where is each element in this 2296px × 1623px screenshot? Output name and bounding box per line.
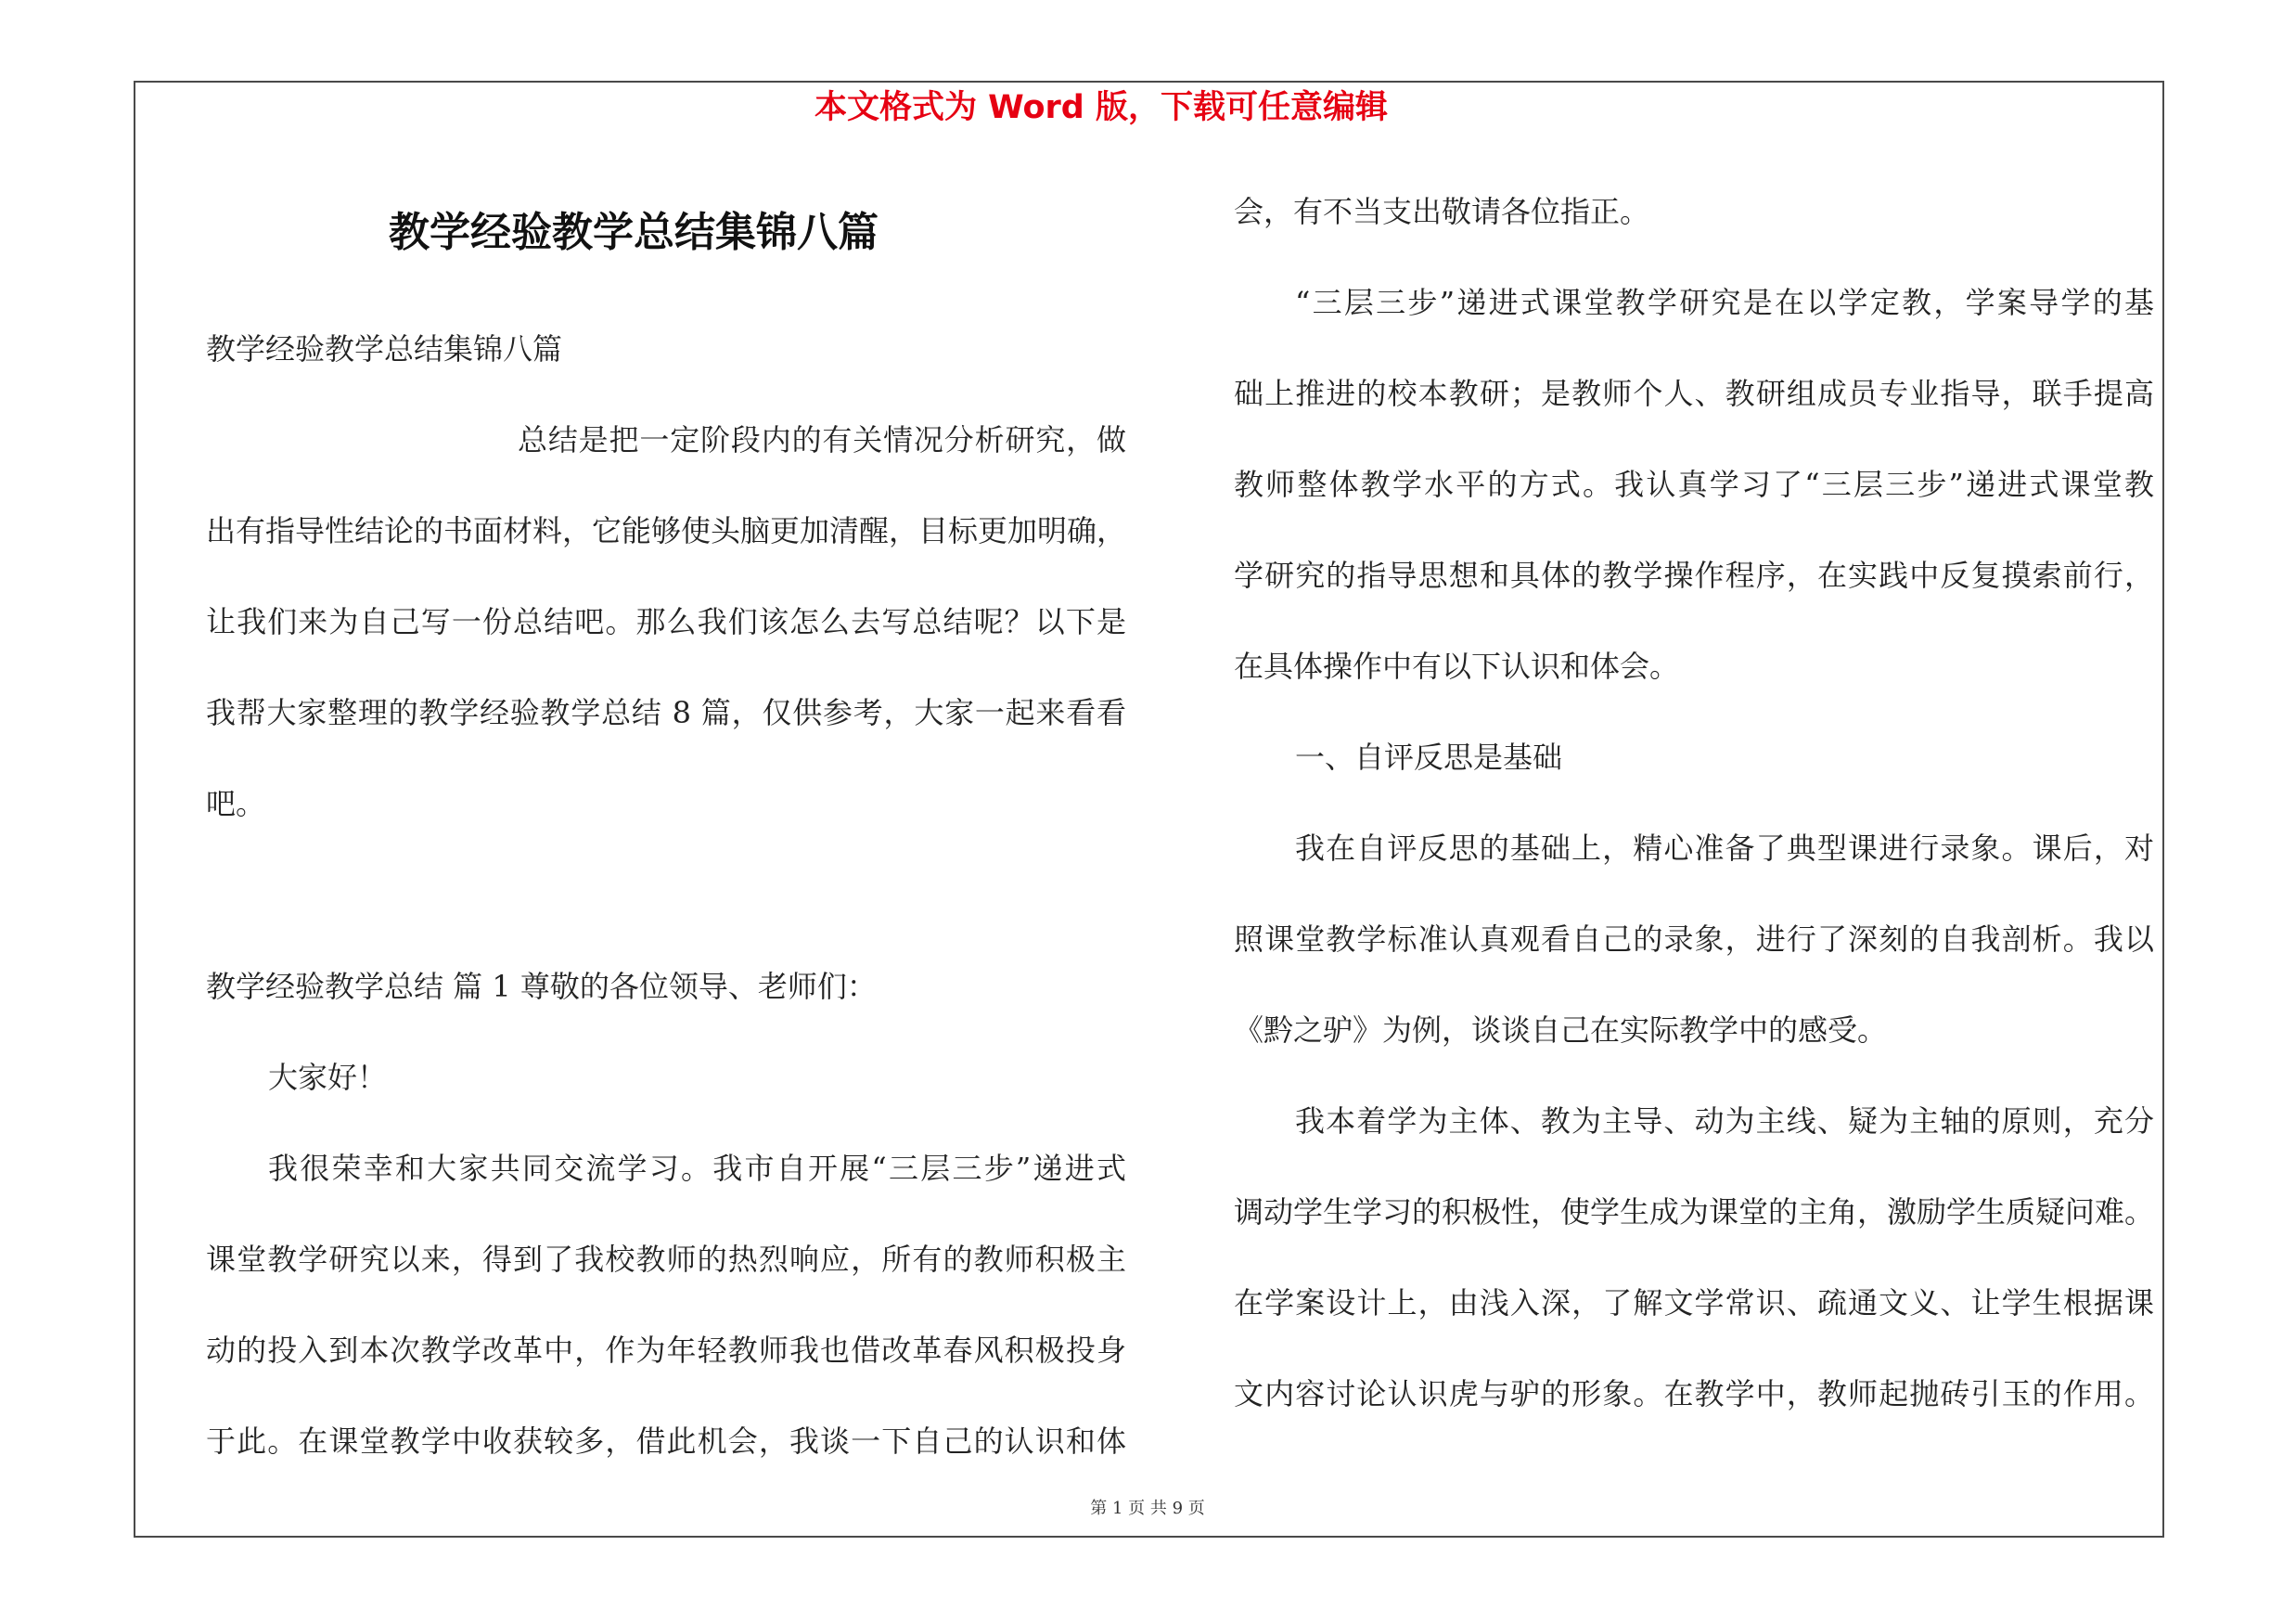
left-column-line: 于此。在课堂教学中收获较多，借此机会，我谈一下自己的认识和体 [206,1423,1126,1459]
page-number-footer: 第 1 页 共 9 页 [1090,1499,1205,1518]
right-column-line: 会，有不当支出敬请各位指正。 [1234,194,1650,229]
subsection-heading: 一、自评反思是基础 [1295,740,1563,775]
right-column-line: 在学案设计上，由浅入深，了解文学常识、疏通文义、让学生根据课 [1234,1285,2154,1320]
left-column-line: 让我们来为自己写一份总结吧。那么我们该怎么去写总结呢？以下是 [206,604,1126,639]
greeting: 大家好！ [268,1060,388,1095]
section-heading: 教学经验教学总结 篇 1 尊敬的各位领导、老师们： [206,969,877,1004]
right-column-line: 文内容讨论认识虎与驴的形象。在教学中，教师起抛砖引玉的作用。 [1234,1376,2154,1411]
right-column-line: 《黔之驴》为例，谈谈自己在实际教学中的感受。 [1234,1012,1888,1048]
right-column-line: 我在自评反思的基础上，精心准备了典型课进行录象。课后，对 [1295,831,2154,866]
document-title: 教学经验教学总结集锦八篇 [389,209,879,256]
left-column-line: 教学经验教学总结集锦八篇 [206,331,563,367]
left-column-line: 我帮大家整理的教学经验教学总结 8 篇，仅供参考，大家一起来看看 [206,695,1126,730]
right-column-line: 教师整体教学水平的方式。我认真学习了“三层三步”递进式课堂教 [1234,467,2154,502]
right-column-line: 学研究的指导思想和具体的教学操作程序，在实践中反复摸索前行， [1234,558,2154,593]
left-column-line: 动的投入到本次教学改革中，作为年轻教师我也借改革春风积极投身 [206,1333,1126,1368]
right-column-line: 调动学生学习的积极性，使学生成为课堂的主角，激励学生质疑问难。 [1234,1194,2155,1230]
right-column-line: 础上推进的校本教研；是教师个人、教研组成员专业指导，联手提高 [1234,376,2154,411]
right-column-line: 照课堂教学标准认真观看自己的录象，进行了深刻的自我剖析。我以 [1234,921,2154,957]
left-column-line: 吧。 [206,786,266,821]
format-notice-banner: 本文格式为 Word 版，下载可任意编辑 [814,89,1389,126]
left-column-line: 我很荣幸和大家共同交流学习。我市自开展“三层三步”递进式 [268,1151,1126,1186]
left-column-line: 课堂教学研究以来，得到了我校教师的热烈响应，所有的教师积极主 [206,1242,1126,1277]
left-column-line: 出有指导性结论的书面材料，它能够使头脑更加清醒，目标更加明确， [206,513,1127,548]
left-column-line: 总结是把一定阶段内的有关情况分析研究，做 [518,422,1126,457]
right-column-line: 在具体操作中有以下认识和体会。 [1234,649,1680,684]
right-column-line: “三层三步”递进式课堂教学研究是在以学定教，学案导学的基 [1295,285,2154,320]
right-column-line: 我本着学为主体、教为主导、动为主线、疑为主轴的原则，充分 [1295,1103,2154,1139]
